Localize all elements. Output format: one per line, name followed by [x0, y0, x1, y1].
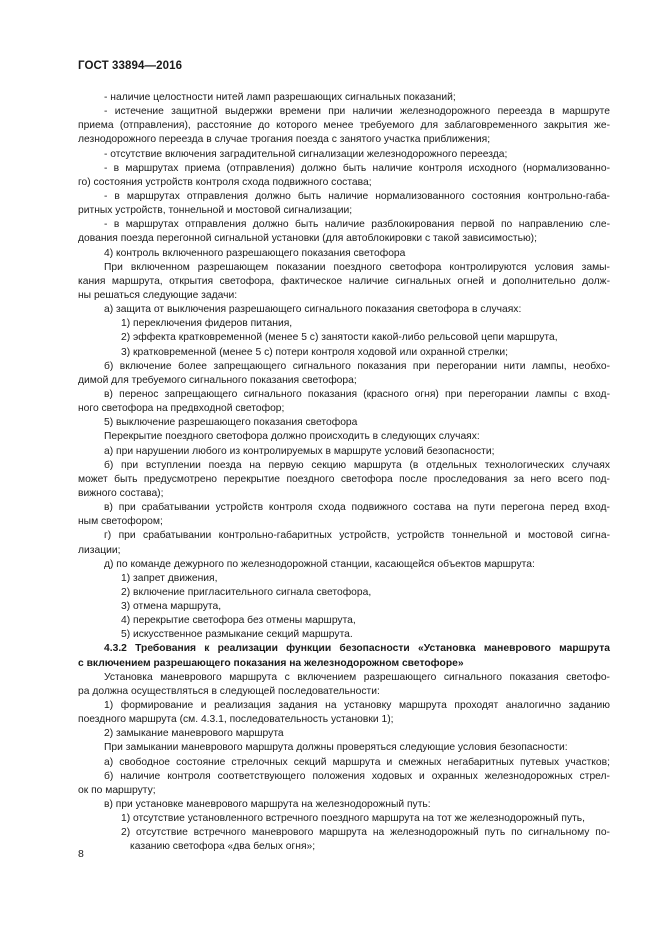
section-heading: с включением разрешающего показания на железнодорожном светофоре» — [78, 657, 464, 669]
text-line: При включенном разрешающем показании поездного светофора контролируются условия замы- — [104, 261, 610, 273]
text-line: 5) искусственное размыкание секций маршрута. — [121, 629, 353, 641]
text-line: дования поезда перегонной сигнальной установки (для автоблокировки с такой зависимостью); — [78, 233, 537, 245]
text-line: димой для требуемого сигнального показания светофора; — [78, 374, 357, 386]
text-line: 4) контроль включенного разрешающего показания светофора — [104, 247, 406, 259]
section-heading: 4.3.2 Требования к реализации функции безопасности «Установка маневрового маршрута — [104, 643, 610, 655]
text-line: б) при вступлении поезда на первую секцию маршрута (в отдельных технологических случаях — [104, 459, 610, 471]
text-line: - в маршрутах отправления должно быть наличие нормализованного состояния контрольно-габа- — [104, 190, 610, 202]
text-line: Перекрытие поездного светофора должно происходить в следующих случаях: — [104, 431, 480, 443]
text-line: ра должна осуществляться в следующей последовательности: — [78, 685, 380, 697]
document-header: ГОСТ 33894—2016 — [78, 60, 183, 72]
text-line: д) по команде дежурного по железнодорожной станции, касающейся объектов маршрута: — [104, 558, 535, 570]
text-line: а) при нарушении любого из контролируемых в маршруте условий безопасности; — [104, 445, 495, 457]
text-line: в) при установке маневрового маршрута на железнодорожный путь: — [104, 799, 431, 811]
text-line: го) состояния устройств контроля схода подвижного состава; — [78, 176, 372, 188]
text-line: вижного состава); — [78, 487, 164, 499]
text-line: приема (отправления), расстояние до которого менее требуемого для заблаговременного закрытия же- — [78, 120, 610, 132]
text-line: лизации; — [78, 544, 121, 556]
text-line: - наличие целостности нитей ламп разрешающих сигнальных показаний; — [104, 92, 456, 103]
text-line: 3) отмена маршрута, — [121, 601, 222, 613]
text-line: 2) включение пригласительного сигнала светофора, — [121, 586, 372, 598]
text-line: в) при срабатывании устройств контроля схода подвижного состава на пути перегона перед вход- — [104, 502, 610, 514]
text-line: ны решаться следующие задачи: — [78, 289, 238, 301]
text-line: 3) кратковременной (менее 5 с) потери контроля ходовой или охранной стрелки; — [121, 346, 509, 358]
text-line: б) включение более запрещающего сигнального показания при перегорании нити лампы, необхо- — [104, 360, 610, 372]
page-number: 8 — [78, 848, 84, 860]
text-line: г) при срабатывании контрольно-габаритных устройств, устройств тоннельной и мостовой сигна- — [104, 530, 610, 542]
text-line: б) наличие контроля соответствующего положения ходовых и охранных железнодорожных стрел- — [104, 770, 610, 782]
text-line: - в маршрутах приема (отправления) должно быть наличие контроля исходного (нормализованно- — [104, 162, 610, 174]
text-line: лезнодорожного переезда в случае трогания поезда с занятого участка приближения; — [78, 134, 491, 146]
text-line: При замыкании маневрового маршрута должны проверяться следующие условия безопасности: — [104, 742, 568, 754]
text-line: поездного маршрута (см. 4.3.1, последовательность установки 1); — [78, 714, 394, 726]
text-line: 4) перекрытие светофора без отмены маршрута, — [121, 615, 356, 627]
text-line: 2) замыкание маневрового маршрута — [104, 728, 284, 740]
text-line: а) защита от выключения разрешающего сигнального показания светофора в случаях: — [104, 304, 522, 316]
text-line: - в маршрутах отправления должно быть наличие разблокирования первой по направлению сле- — [104, 219, 610, 231]
text-line: в) перенос запрещающего сигнального показания (красного огня) при перегорании лампы с вход- — [104, 388, 610, 400]
text-line: а) свободное состояние стрелочных секций маршрута и смежных негабаритных путевых участков; — [104, 756, 610, 768]
text-line: 1) переключения фидеров питания, — [121, 318, 293, 330]
text-line: - истечение защитной выдержки времени при наличии железнодорожного переезда в маршруте — [104, 106, 610, 118]
text-line: 2) отсутствие встречного маневрового маршрута на железнодорожный путь по сигнальному по- — [121, 827, 610, 839]
text-line: 1) запрет движения, — [121, 572, 218, 584]
text-line: 1) формирование и реализация задания на установку маршрута проходят аналогично заданию — [104, 700, 610, 712]
text-line: 2) эффекта кратковременной (менее 5 с) занятости какой-либо рельсовой цепи маршрута, — [121, 332, 558, 344]
text-line: Установка маневрового маршрута с включением разрешающего сигнального показания светофо- — [104, 671, 610, 683]
text-line: - отсутствие включения заградительной сигнализации железнодорожного переезда; — [104, 148, 508, 160]
text-line: ритных устройств, тоннельной и мостовой сигнализации; — [78, 205, 353, 217]
text-line: 1) отсутствие установленного встречного поездного маршрута на тот же железнодорожный путь, — [121, 813, 586, 825]
text-line: ным светофором; — [78, 516, 163, 528]
text-line: кания маршрута, открытия светофора, фактическое наличие сигнальных огней и дополнительно долж- — [78, 275, 610, 287]
text-line: казанию светофора «два белых огня»; — [130, 841, 316, 853]
text-line: ок по маршруту; — [78, 784, 156, 796]
text-line: может быть предусмотрено перекрытие поездного светофора после проследования за него всего под- — [78, 473, 610, 485]
document-body — [78, 91, 610, 855]
text-line: ного светофора на предвходной светофор; — [78, 403, 285, 415]
text-line: 5) выключение разрешающего показания светофора — [104, 417, 358, 429]
